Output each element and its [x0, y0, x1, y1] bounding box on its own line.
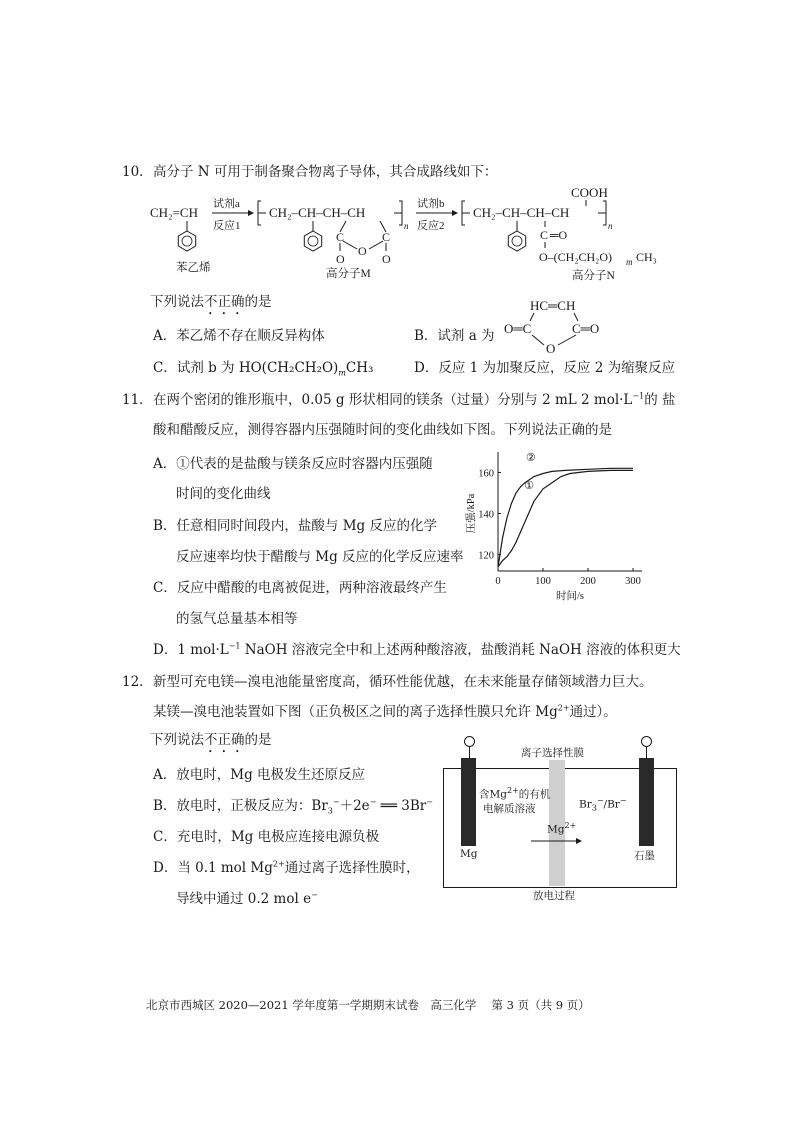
benzene-ring-icon — [178, 231, 195, 251]
q11-number: 11． — [122, 392, 153, 408]
reaction-1-label: 反应1 — [213, 220, 241, 232]
q12-option-b: B．放电时，正极反应为：$Br_3^-+2e^-$ ══ 3Br− — [153, 797, 433, 816]
svg-text:O: O — [546, 341, 556, 355]
series-label-1: ① — [524, 478, 534, 492]
x-tick-label: 300 — [625, 576, 641, 587]
q12-option-a: A．放电时，Mg 电极发生还原反应 — [153, 767, 366, 783]
series-line-1 — [498, 468, 633, 567]
q12-stem-line2: 某镁—溴电池装置如下图（正负极区之间的离子选择性膜只允许 $Mg^{2+}$通过）。 — [153, 703, 617, 720]
svg-text:HC═CH: HC═CH — [530, 298, 576, 313]
diagram-caption: 放电过程 — [533, 890, 575, 902]
svg-text:O: O — [382, 252, 391, 266]
polymer-n-m: m — [626, 257, 633, 267]
q12-number: 12． — [122, 674, 153, 690]
q12-option-d-line1: D．当 0.1 mol $Mg^{2+}$通过离子选择性膜时， — [153, 859, 420, 876]
pressure-time-chart — [462, 446, 682, 606]
q11-stem-line1: 在两个密闭的锥形瓶中，0.05 g 形状相同的镁条（过量）分别与 2 mL 2 $mol\cdot L^{-1}$的 盐 — [153, 391, 676, 408]
y-tick-label: 160 — [478, 468, 494, 480]
polymer-m-n: n — [404, 221, 409, 231]
q11-option-b-line2: 反应速率均快于醋酸与 Mg 反应的化学反应速率 — [176, 549, 464, 565]
electrolyte-label-1: 含$Mg^{2+}$的有机 — [479, 786, 551, 801]
electrolyte-label-2: 电解质溶液 — [483, 803, 536, 815]
q12-option-d-line2: 导线中通过 0.2 mol e− — [176, 890, 318, 907]
polymer-m-chain: CH₂–CH–CH–CH — [269, 205, 366, 220]
polymer-n-ester-end: CH₃ — [636, 250, 657, 264]
maleic-anhydride-structure — [496, 293, 616, 355]
q11-option-a-line1: A．①代表的是盐酸与镁条反应时容器内压强随 — [153, 456, 433, 472]
series-line-2 — [498, 470, 633, 567]
right-solution-label: $Br_3^-/Br^-$ — [579, 796, 627, 813]
q11-option-d: D．1 $mol\cdot L^{-1}$ NaOH 溶液完全中和上述两种酸溶液，盐酸消耗 NaOH 溶液的体积更大 — [153, 641, 681, 658]
svg-text:C: C — [382, 230, 391, 244]
svg-text:C: C — [540, 228, 549, 242]
q11-stem-line2: 酸和醋酸反应，测得容器内压强随时间的变化曲线如下图。下列说法正确的是 — [153, 422, 612, 438]
series-label-2: ② — [525, 451, 536, 465]
page-footer: 北京市西城区 2020—2021 学年度第一学期期末试卷 高三化学 第 3 页（共 9 页） — [146, 998, 590, 1012]
q10-option-b: B．试剂 a 为 — [414, 328, 495, 344]
x-tick-label: 100 — [535, 576, 551, 587]
reagent-a-label: 试剂a — [213, 198, 240, 210]
q10-stem: 高分子 N 可用于制备聚合物离子导体，其合成路线如下： — [153, 164, 498, 180]
polymer-m-name: 高分子M — [326, 268, 371, 280]
svg-text:C: C — [336, 230, 345, 244]
graphite-electrode — [639, 758, 654, 846]
reaction-2-label: 反应2 — [417, 220, 445, 232]
svg-text:O: O — [336, 252, 345, 266]
polymer-n-chain: CH₂–CH–CH–CH — [473, 205, 570, 220]
reagent-b-label: 试剂b — [417, 198, 445, 210]
styrene-formula: CH₂=CH — [150, 205, 198, 220]
membrane-label: 离子选择性膜 — [521, 747, 584, 759]
x-tick-label: 0 — [495, 576, 501, 587]
benzene-ring-icon — [304, 231, 321, 251]
q11-option-c-line2: 的氢气总量基本相等 — [176, 611, 298, 627]
graphite-electrode-label: 石墨 — [634, 850, 655, 862]
y-axis-label: 压强/kPa — [466, 493, 477, 534]
x-tick-label: 200 — [580, 576, 596, 587]
q11-option-a-line2: 时间的变化曲线 — [176, 486, 271, 502]
benzene-ring-icon — [508, 231, 525, 251]
y-tick-label: 140 — [478, 509, 494, 521]
q10-synthesis-scheme — [140, 185, 680, 285]
mg-electrode — [461, 758, 476, 846]
q11-option-c-line1: C．反应中醋酸的电离被促进，两种溶液最终产生 — [153, 580, 447, 596]
styrene-name: 苯乙烯 — [176, 262, 211, 274]
svg-text:═O: ═O — [550, 228, 568, 242]
q10-option-c: C．试剂 b 为 $HO(CH_2CH_2O)_mCH_3$ — [153, 360, 374, 378]
x-axis-label: 时间/s — [555, 591, 585, 602]
polymer-n-n: n — [608, 221, 613, 231]
q10-option-d: D．反应 1 为加聚反应，反应 2 为缩聚反应 — [414, 360, 676, 376]
polymer-n-cooh: COOH — [571, 185, 608, 200]
q10-prompt: 下列说法不正确的是 — [150, 294, 272, 310]
q12-stem-line1: 新型可充电镁—溴电池能量密度高，循环性能优越，在未来能量存储领域潜力巨大。 — [153, 674, 653, 690]
mg-electrode-label: Mg — [460, 848, 478, 860]
ion-label: $Mg^{2+}$ — [547, 821, 577, 836]
q11-option-b-line1: B．任意相同时间段内，盐酸与 Mg 反应的化学 — [153, 518, 437, 534]
q12-option-c: C．充电时，Mg 电极应连接电源负极 — [153, 829, 380, 845]
y-tick-label: 120 — [478, 550, 494, 562]
svg-text:O═C: O═C — [504, 321, 532, 336]
q10-option-a: A．苯乙烯不存在顺反异构体 — [153, 328, 325, 344]
polymer-n-name: 高分子N — [572, 270, 615, 282]
svg-text:C═O: C═O — [572, 321, 600, 336]
q10-number: 10． — [122, 164, 153, 180]
mg-br-battery-diagram — [443, 728, 677, 906]
svg-text:O: O — [358, 244, 367, 258]
ion-arrow-icon — [531, 836, 583, 846]
q12-prompt: 下列说法不正确的是 — [150, 732, 272, 748]
polymer-n-ester: O–(CH₂CH₂O) — [539, 250, 613, 264]
